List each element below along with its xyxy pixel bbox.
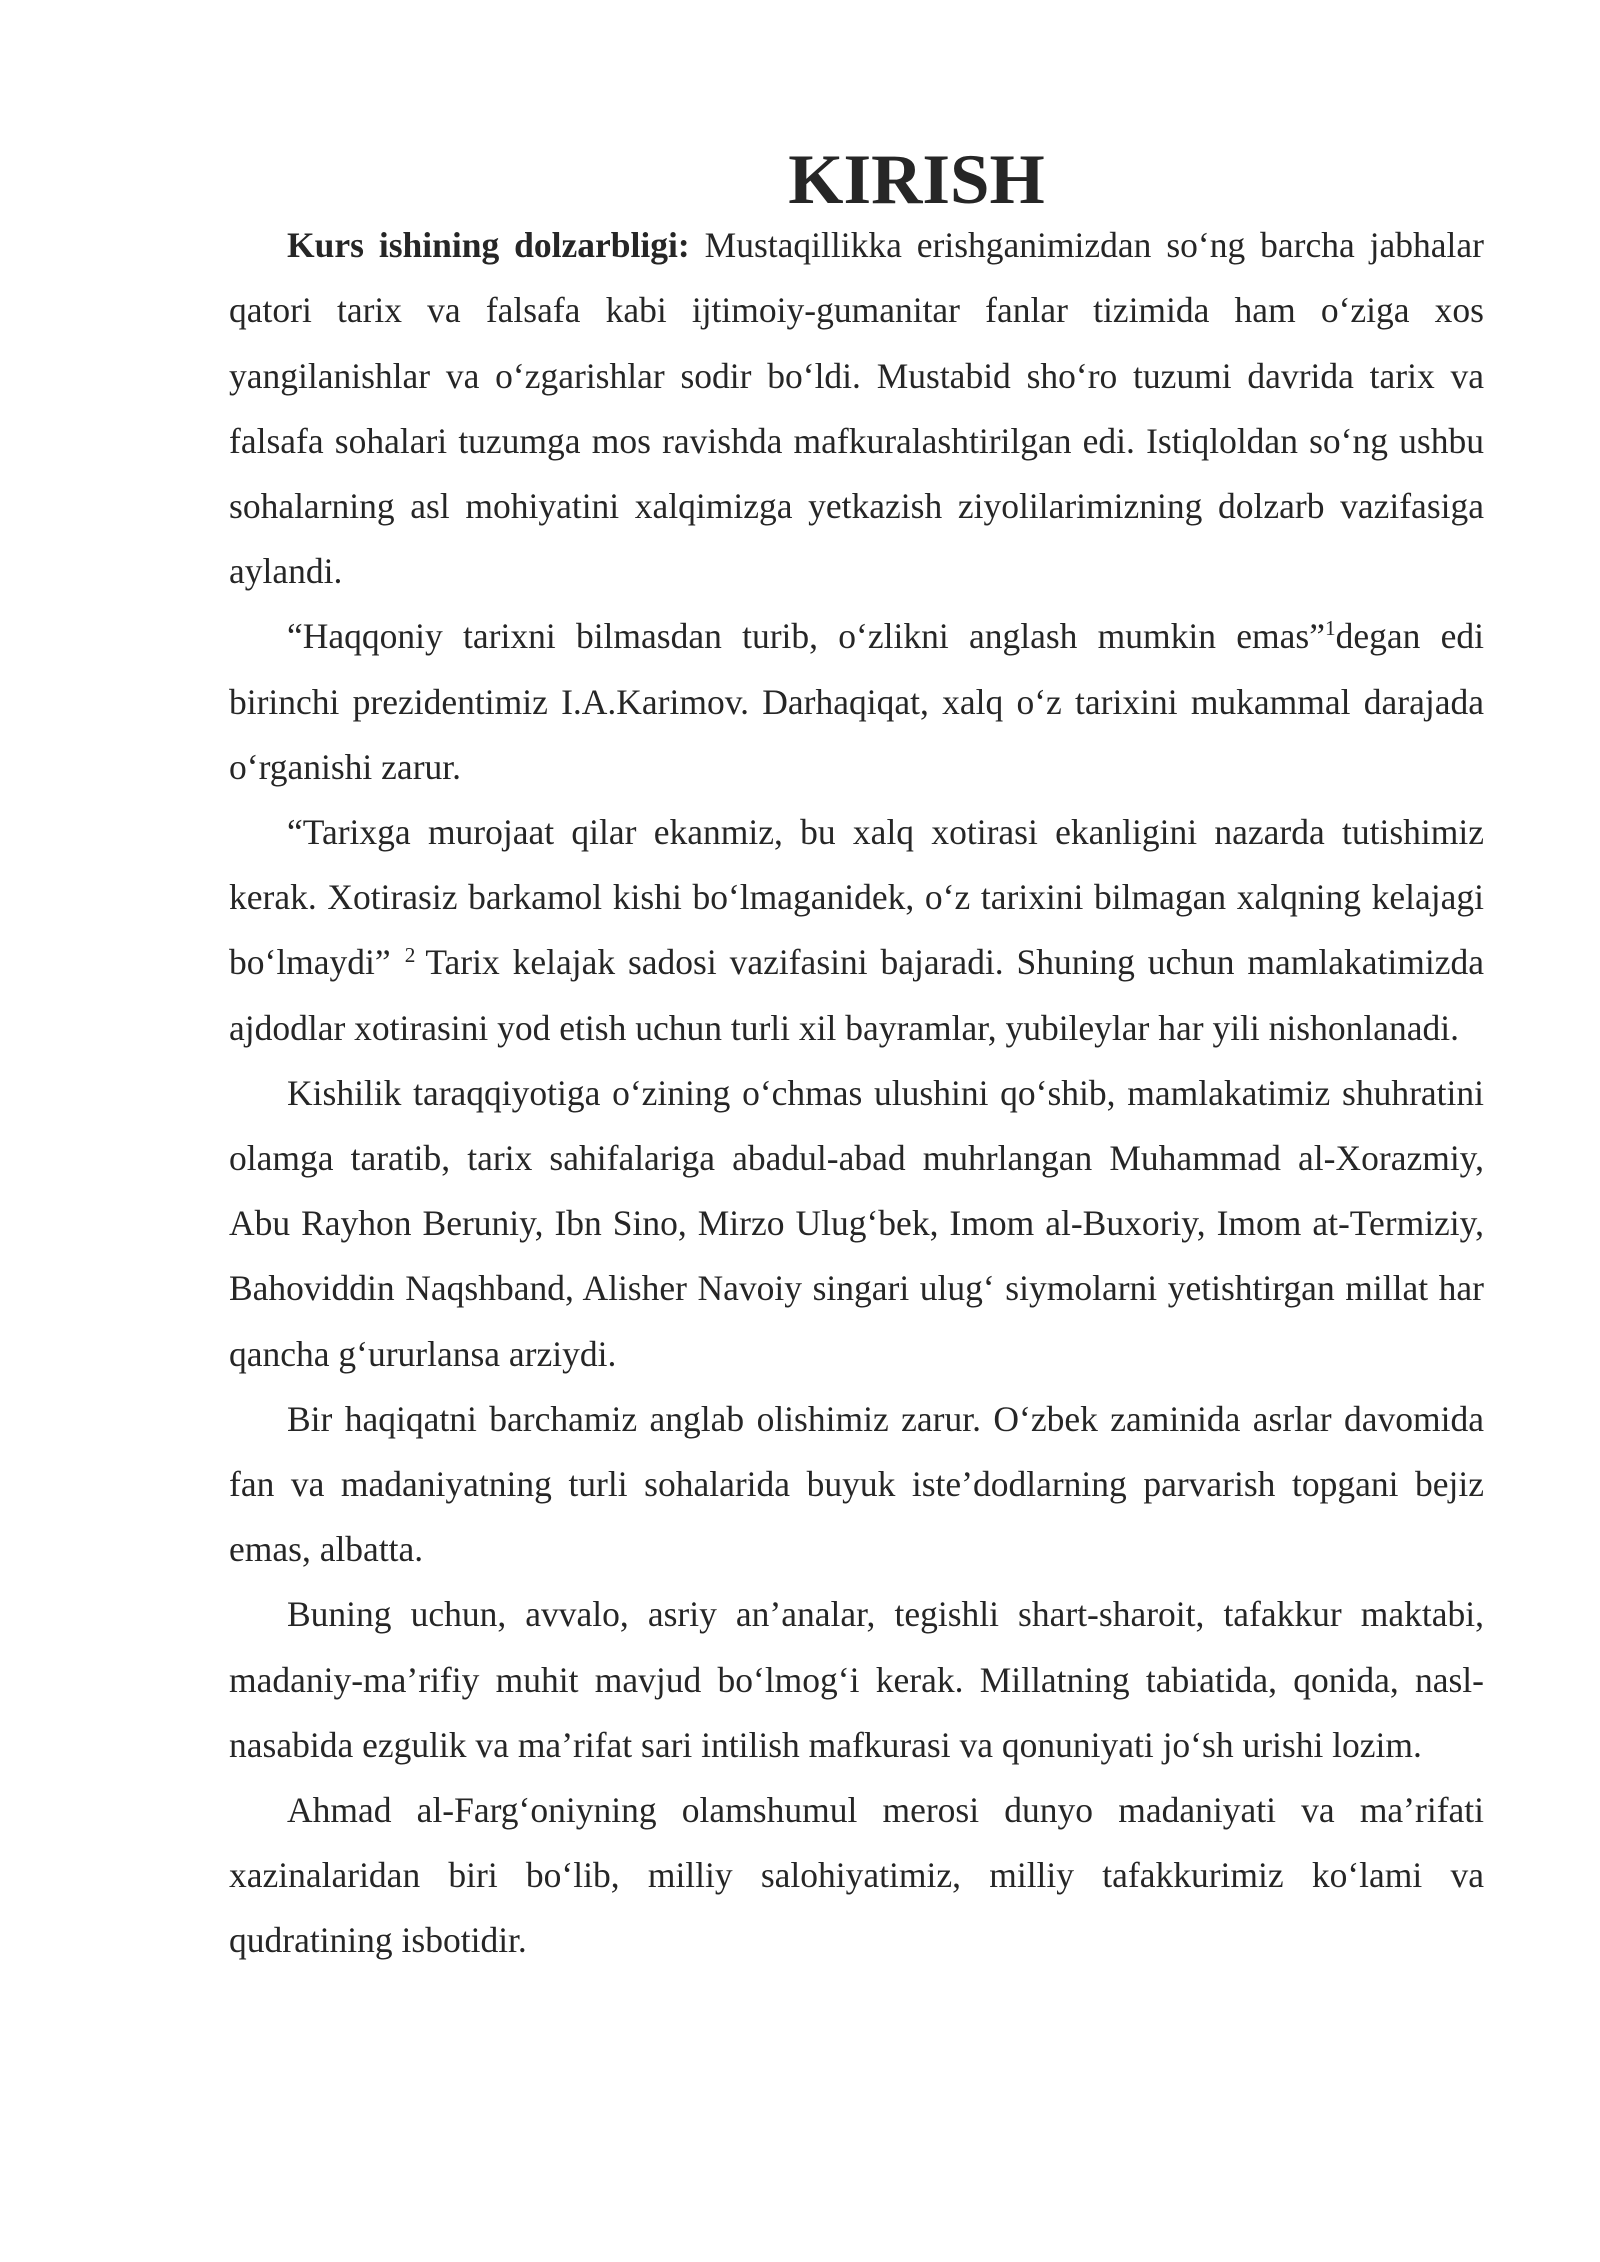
quote-text: “Haqqoniy tarixni bilmasdan turib, o‘zlikni anglash mumkin emas” [287, 616, 1325, 657]
footnote-marker: 2 [404, 942, 416, 967]
paragraph-text: Tarix kelajak sadosi vazifasini bajaradi. Shuning uchun mamlakatimizda ajdodlar xotirasini yod etish uchun turli xil bayramlar, yubileylar har yili nishonlanadi. [229, 942, 1484, 1048]
paragraph-scholars: Kishilik taraqqiyotiga o‘zining o‘chmas ulushini qo‘shib, mamlakatimiz shuhratini olamga taratib, tarix sahifalariga abadul-abad muhrlangan Muhammad al-Xorazmiy, Abu Rayhon Beruniy, Ibn Sino, Mirzo Ulug‘bek, Imom al-Buxoriy, Imom at-Termiziy, Bahoviddin Naqshband, Alisher Navoiy singari ulug‘ siymolarni yetishtirgan millat har qancha g‘ururlansa arziydi. [229, 1072, 1484, 1374]
footnote-marker: 1 [1324, 616, 1336, 641]
paragraph-relevance [229, 213, 1484, 604]
page-heading: KIRISH [788, 141, 1045, 219]
paragraph-lead: Kurs ishining dolzarbligi: [287, 225, 690, 266]
paragraph-text: degan edi birinchi prezidentimiz I.A.Karimov. Darhaqiqat, xalq o‘z tarixini mukammal darajada o‘rganishi zarur. [229, 616, 1484, 787]
paragraph-text: Mustaqillikka erishganimizdan so‘ng barcha jabhalar qatori tarix va falsafa kabi ijtimoiy-gumanitar fanlar tizimida ham o‘ziga xos yangilanishlar va o‘zgarishlar sodir bo‘ldi. Mustabid sho‘ro tuzumi davrida tarix va falsafa sohalari tuzumga mos ravishda mafkuralashtirilgan edi. Istiqloldan so‘ng ushbu sohalarning asl mohiyatini xalqimizga yetkazish ziyolilarimizning dolzarb vazifasiga aylandi. [229, 225, 1484, 592]
paragraph-truth: Bir haqiqatni barchamiz anglab olishimiz zarur. O‘zbek zaminida asrlar davomida fan va madaniyatning turli sohalarida buyuk iste’dodlarning parvarish topgani bejiz emas, albatta. [229, 1398, 1484, 1570]
paragraph-fargoniy: Ahmad al-Farg‘oniyning olamshumul merosi dunyo madaniyati va ma’rifati xazinalaridan biri bo‘lib, milliy salohiyatimiz, milliy tafakkurimiz ko‘lami va qudratining isbotidir. [229, 1790, 1484, 1961]
paragraph-traditions: Buning uchun, avvalo, asriy an’analar, tegishli shart-sharoit, tafakkur maktabi, madaniy-ma’rifiy muhit mavjud bo‘lmog‘i kerak. Millatning tabiatida, qonida, nasl-nasabida ezgulik va ma’rifat sari intilish mafkurasi va qonuniyati jo‘sh urishi lozim. [229, 1594, 1484, 1765]
paragraph-quote-memory [229, 800, 1484, 1061]
document-body [229, 141, 1484, 1974]
quote-text: “Tarixga murojaat qilar ekanmiz, bu xalq xotirasi ekanligini nazarda tutishimiz kerak. Xotirasiz barkamol kishi bo‘lmaganidek, o‘z tarixini bilmagan xalqning kelajagi bo‘lmaydi” [229, 812, 1484, 983]
paragraph-quote-karimov [229, 604, 1484, 800]
